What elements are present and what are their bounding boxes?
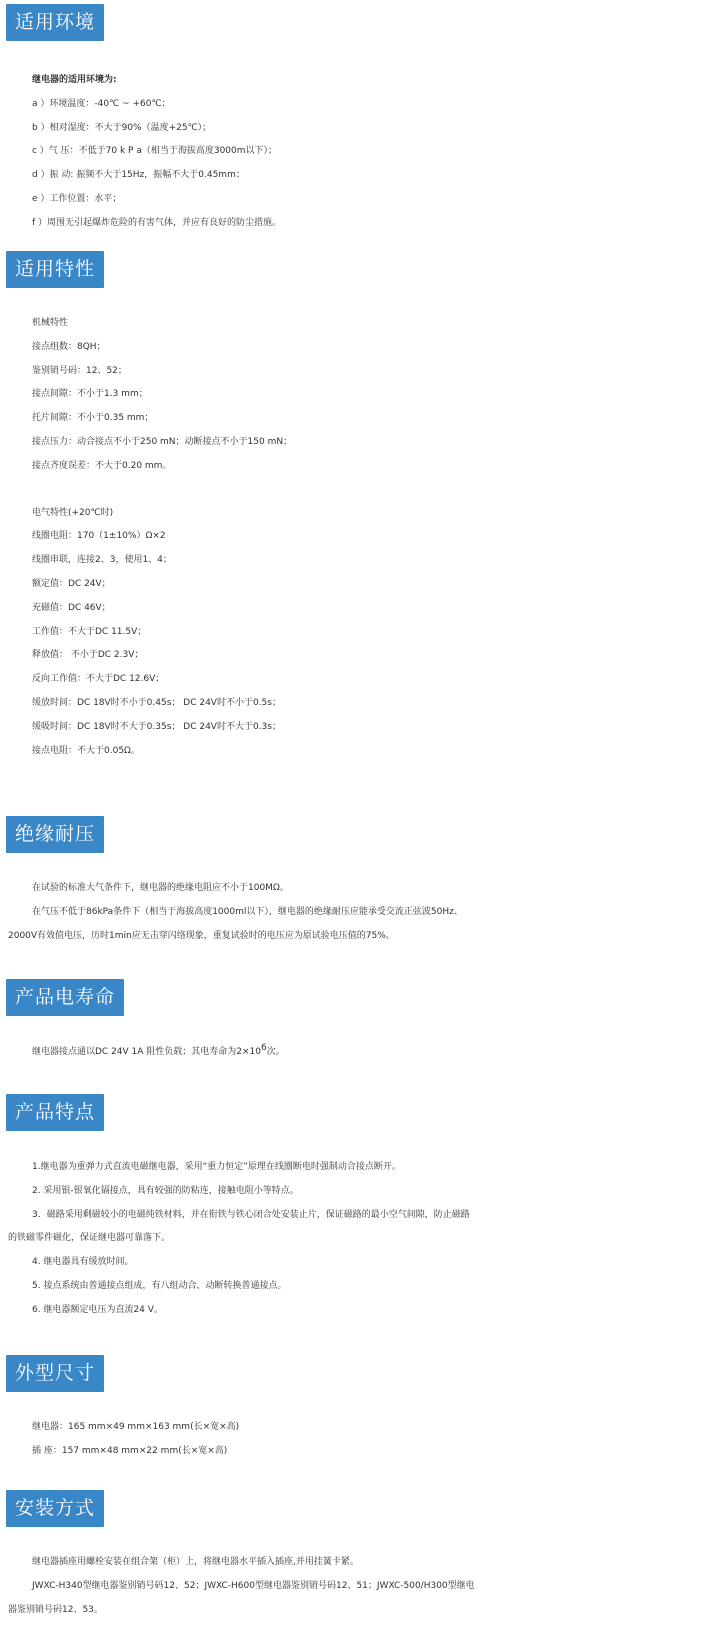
section-installation <box>0 1490 705 1622</box>
dimensions-list <box>0 1416 705 1464</box>
environment-item: b ）相对湿度：不大于90%（温度+25℃）； <box>32 122 212 133</box>
electrical-item: 额定值：DC 24V； <box>32 578 111 589</box>
environment-lead: 继电器的适用环境为: <box>32 75 117 85</box>
life-exponent: 6 <box>261 1043 267 1053</box>
feature-item: 1.继电器为重弹力式直流电磁继电器，采用“重力恒定”原理在线圈断电时强制动合接点断开。 <box>32 1162 401 1172</box>
installation-paragraph: 继电器插座用螺栓安装在组合架（柜）上，将继电器水平插入插座,并用挂簧卡紧。 <box>32 1557 359 1567</box>
section-heading-insulation: 绝缘耐压 <box>6 816 104 853</box>
life-paragraph <box>32 1041 705 1065</box>
section-heading-features: 产品特点 <box>6 1094 104 1131</box>
electrical-item: 缓吸时间：DC 18V时不大于0.35s； DC 24V时不大于0.3s； <box>32 721 281 732</box>
electrical-list <box>0 502 705 764</box>
life-text-main: 继电器接点通以DC 24V 1A 阻性负载；其电寿命为2×10 <box>32 1047 262 1057</box>
mechanical-list <box>0 312 705 479</box>
electrical-item: 线圈电阻：170（1±10%）Ω×2 <box>32 531 166 542</box>
electrical-item: 反向工作值：不大于DC 12.6V； <box>32 674 165 685</box>
dimension-item: 插 座：157 mm×48 mm×22 mm(长×宽×高) <box>32 1445 228 1456</box>
environment-list <box>0 69 705 236</box>
electrical-item: 电气特性(+20℃时) <box>32 507 114 518</box>
feature-item-continued: 的铁磁零件磁化，保证继电器可靠落下。 <box>8 1233 171 1244</box>
feature-item: 3．磁路采用剩磁较小的电磁纯铁材料，并在衔铁与铁心闭合处安装止片，保证磁路的最小空气间隙，防止磁路 <box>32 1209 470 1220</box>
section-characteristics <box>0 251 705 763</box>
section-insulation <box>0 816 705 948</box>
installation-paragraph-continued: 器鉴别销号码12、53。 <box>8 1604 103 1615</box>
section-dimensions <box>0 1355 705 1464</box>
section-electrical-life <box>0 979 705 1065</box>
insulation-text <box>0 877 705 948</box>
environment-item: e ）工作位置：水平； <box>32 193 122 204</box>
feature-item: 2. 采用银-银氧化镉接点，具有较强的防粘连，接触电阻小等特点。 <box>32 1185 299 1196</box>
life-text <box>0 1041 705 1065</box>
installation-text <box>0 1551 705 1622</box>
insulation-paragraph: 在试验的标准大气条件下，继电器的绝缘电阻应不小于100MΩ。 <box>32 883 289 893</box>
electrical-item: 缓放时间：DC 18V时不小于0.45s； DC 24V时不小于0.5s； <box>32 697 281 708</box>
feature-item: 5. 接点系统由普通接点组成，有八组动合、动断转换普通接点。 <box>32 1280 287 1291</box>
electrical-item: 接点电阻：不大于0.05Ω。 <box>32 745 140 756</box>
environment-item: d ）振 动: 振频不大于15Hz，振幅不大于0.45mm； <box>32 170 245 181</box>
electrical-item: 线圈串联，连接2、3，使用1、4； <box>32 555 172 566</box>
electrical-item: 释放值： 不小于DC 2.3V； <box>32 650 144 661</box>
section-heading-dimensions: 外型尺寸 <box>6 1355 104 1392</box>
mechanical-item: 接点齐度误差：不大于0.20 mm。 <box>32 460 172 471</box>
electrical-item: 充磁值：DC 46V； <box>32 602 111 613</box>
feature-item: 4. 继电器具有缓放时间。 <box>32 1257 134 1268</box>
section-features <box>0 1094 705 1323</box>
electrical-item: 工作值：不大于DC 11.5V； <box>32 626 147 637</box>
environment-item: c ）气 压：不低于70 k P a（相当于海拔高度3000m以下）； <box>32 146 278 157</box>
mechanical-item: 接点组数：8QH； <box>32 341 106 352</box>
environment-item: f ）周围无引起爆炸危险的有害气体，并应有良好的防尘措施。 <box>32 217 282 228</box>
mechanical-item: 接点压力：动合接点不小于250 mN；动断接点不小于150 mN； <box>32 436 293 447</box>
section-heading-electrical-life: 产品电寿命 <box>6 979 124 1016</box>
section-heading-characteristics: 适用特性 <box>6 251 104 288</box>
mechanical-item: 托片间隙：不小于0.35 mm； <box>32 413 154 424</box>
mechanical-item: 机械特性 <box>32 318 69 328</box>
dimension-item: 继电器：165 mm×49 mm×163 mm(长×宽×高) <box>32 1422 240 1432</box>
mechanical-item: 接点间隙：不小于1.3 mm； <box>32 389 148 400</box>
insulation-paragraph: 在气压不低于86kPa条件下（相当于海拔高度1000ml以下），继电器的绝缘耐压应能承受交流正弦波50Hz、 <box>32 906 463 917</box>
section-environment <box>0 4 705 236</box>
feature-item: 6. 继电器额定电压为直流24 V。 <box>32 1304 163 1315</box>
section-heading-installation: 安装方式 <box>6 1490 104 1527</box>
environment-item: a ）环境温度：-40℃ ~ +60℃； <box>32 98 171 109</box>
features-list <box>0 1156 705 1323</box>
insulation-paragraph-continued: 2000V有效值电压，历时1min应无击穿闪络现象，重复试验时的电压应为原试验电压值的75%。 <box>8 930 395 941</box>
mechanical-item: 鉴别销号码：12、52； <box>32 365 127 376</box>
section-heading-environment: 适用环境 <box>6 4 104 41</box>
life-text-suffix: 次。 <box>266 1047 285 1057</box>
installation-paragraph: JWXC-H340型继电器鉴别销号码12、52；JWXC-H600型继电器鉴别销号码12、51；JWXC-500/H300型继电 <box>32 1580 475 1591</box>
